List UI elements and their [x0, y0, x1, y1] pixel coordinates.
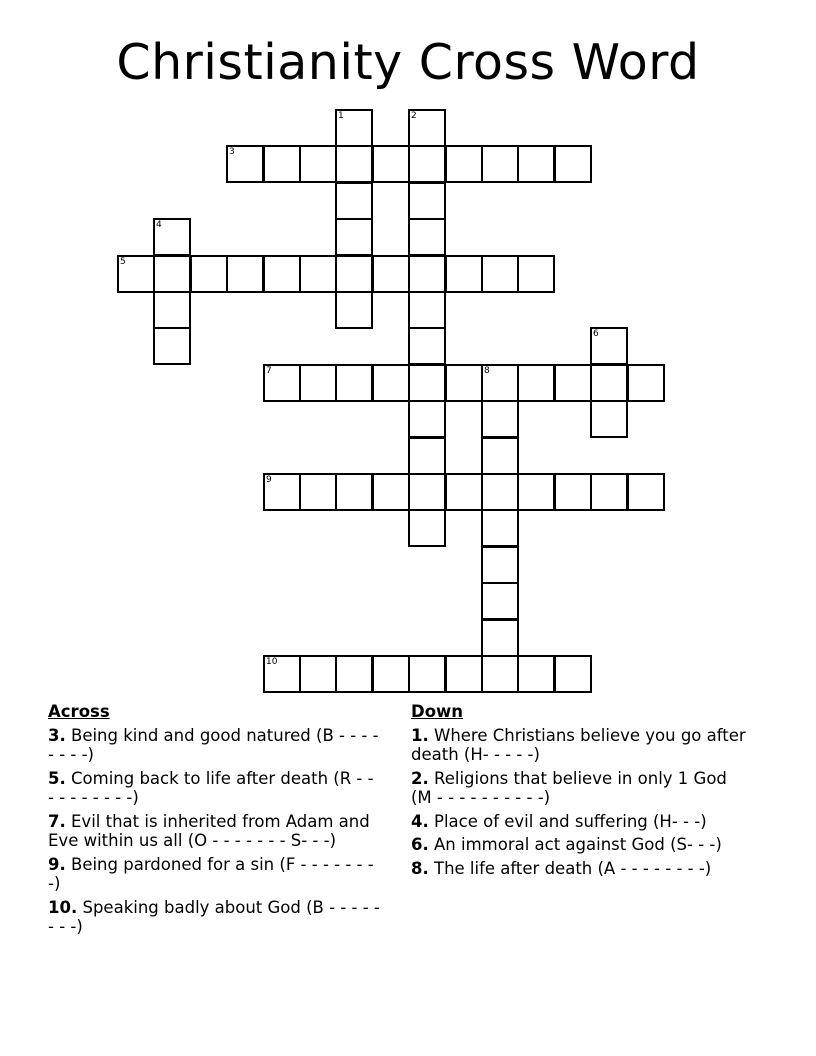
grid-cell[interactable] — [263, 145, 301, 183]
grid-cell[interactable] — [335, 364, 373, 402]
grid-cell[interactable] — [299, 364, 337, 402]
grid-cell[interactable] — [335, 182, 373, 220]
grid-cell[interactable] — [335, 291, 373, 329]
grid-cell[interactable] — [372, 255, 410, 293]
grid-cell[interactable] — [445, 655, 483, 693]
grid-cell[interactable] — [408, 509, 446, 547]
grid-cell[interactable] — [263, 255, 301, 293]
clue-number: 7. — [48, 811, 66, 831]
grid-cell[interactable] — [335, 145, 373, 183]
grid-cell[interactable] — [627, 473, 665, 511]
grid-cell[interactable] — [226, 255, 264, 293]
grid-cell[interactable] — [554, 655, 592, 693]
clue-number: 9. — [48, 854, 66, 874]
clue-text: Place of evil and suffering (H- - -) — [434, 811, 707, 831]
grid-cell[interactable] — [335, 473, 373, 511]
clue-text: Being pardoned for a sin (F - - - - - - - -) — [48, 854, 374, 893]
grid-cell[interactable] — [408, 291, 446, 329]
cell-number: 8 — [484, 366, 490, 376]
clue-number: 3. — [48, 725, 66, 745]
grid-cell[interactable] — [590, 400, 628, 438]
clue-down-6 — [411, 835, 751, 855]
grid-cell[interactable] — [153, 255, 191, 293]
grid-cell[interactable] — [481, 400, 519, 438]
down-clues — [411, 702, 751, 882]
clue-number: 4. — [411, 811, 429, 831]
page-title: Christianity Cross Word — [116, 34, 700, 91]
grid-cell[interactable] — [408, 109, 446, 147]
clue-number: 8. — [411, 858, 429, 878]
grid-cell[interactable] — [481, 655, 519, 693]
grid-cell[interactable] — [481, 546, 519, 584]
grid-cell[interactable] — [299, 145, 337, 183]
clue-across-10 — [48, 898, 384, 937]
clue-text: The life after death (A - - - - - - - -) — [434, 858, 712, 878]
grid-cell[interactable] — [445, 364, 483, 402]
grid-cell[interactable] — [481, 145, 519, 183]
grid-cell[interactable] — [408, 364, 446, 402]
clue-text: Where Christians believe you go after death (H- - - - -) — [411, 725, 746, 764]
cell-number: 10 — [266, 657, 278, 667]
grid-cell[interactable] — [517, 655, 555, 693]
grid-cell[interactable] — [153, 291, 191, 329]
grid-cell[interactable] — [481, 437, 519, 475]
grid-cell[interactable] — [299, 655, 337, 693]
clue-across-3 — [48, 726, 384, 765]
grid-cell[interactable] — [408, 255, 446, 293]
clue-down-4 — [411, 812, 751, 832]
down-heading: Down — [411, 702, 464, 721]
grid-cell[interactable] — [408, 437, 446, 475]
grid-cell[interactable] — [517, 145, 555, 183]
grid-cell[interactable] — [408, 218, 446, 256]
clue-across-9 — [48, 855, 384, 894]
clue-across-7 — [48, 812, 384, 851]
grid-cell[interactable] — [517, 255, 555, 293]
grid-cell[interactable] — [372, 655, 410, 693]
clue-number: 1. — [411, 725, 429, 745]
grid-cell[interactable] — [445, 473, 483, 511]
clue-text: Religions that believe in only 1 God (M - - - - - - - - - -) — [411, 768, 727, 807]
grid-cell[interactable] — [335, 109, 373, 147]
grid-cell[interactable] — [590, 473, 628, 511]
grid-cell[interactable] — [153, 218, 191, 256]
cell-number: 4 — [156, 220, 162, 230]
clue-down-8 — [411, 859, 751, 879]
cell-number: 3 — [229, 147, 235, 157]
grid-cell[interactable] — [590, 364, 628, 402]
grid-cell[interactable] — [481, 255, 519, 293]
clue-text: Speaking badly about God (B - - - - - - - -) — [48, 897, 380, 936]
grid-cell[interactable] — [190, 255, 228, 293]
grid-cell[interactable] — [481, 473, 519, 511]
grid-cell[interactable] — [481, 619, 519, 657]
cell-number: 1 — [338, 111, 344, 121]
clue-across-5 — [48, 769, 384, 808]
grid-cell[interactable] — [481, 364, 519, 402]
grid-cell[interactable] — [445, 145, 483, 183]
grid-cell[interactable] — [263, 655, 301, 693]
cell-number: 6 — [593, 329, 599, 339]
grid-cell[interactable] — [408, 145, 446, 183]
cell-number: 7 — [266, 366, 272, 376]
clue-number: 6. — [411, 835, 429, 854]
grid-cell[interactable] — [554, 145, 592, 183]
grid-cell[interactable] — [481, 509, 519, 547]
grid-cell[interactable] — [627, 364, 665, 402]
grid-cell[interactable] — [372, 364, 410, 402]
grid-cell[interactable] — [263, 364, 301, 402]
grid-cell[interactable] — [408, 182, 446, 220]
grid-cell[interactable] — [335, 655, 373, 693]
grid-cell[interactable] — [408, 327, 446, 365]
grid-cell[interactable] — [517, 364, 555, 402]
grid-cell[interactable] — [335, 218, 373, 256]
cell-number: 9 — [266, 475, 272, 485]
clue-down-2 — [411, 769, 751, 808]
grid-cell[interactable] — [299, 473, 337, 511]
grid-cell[interactable] — [263, 473, 301, 511]
grid-cell[interactable] — [517, 473, 555, 511]
clue-number: 2. — [411, 768, 429, 788]
across-clues — [48, 702, 384, 941]
cell-number: 5 — [120, 257, 126, 267]
grid-cell[interactable] — [226, 145, 264, 183]
grid-cell[interactable] — [408, 400, 446, 438]
grid-cell[interactable] — [554, 364, 592, 402]
across-heading: Across — [48, 702, 110, 721]
grid-cell[interactable] — [153, 327, 191, 365]
grid-cell[interactable] — [335, 255, 373, 293]
clue-text: An immoral act against God (S- - -) — [434, 835, 722, 854]
clue-text: Being kind and good natured (B - - - - - - - -) — [48, 725, 379, 764]
grid-cell[interactable] — [372, 473, 410, 511]
grid-cell[interactable] — [445, 255, 483, 293]
clue-number: 10. — [48, 897, 78, 917]
cell-number: 2 — [411, 111, 417, 121]
grid-cell[interactable] — [299, 255, 337, 293]
grid-cell[interactable] — [117, 255, 155, 293]
grid-cell[interactable] — [408, 473, 446, 511]
clue-down-1 — [411, 726, 751, 765]
clue-text: Evil that is inherited from Adam and Eve within us all (O - - - - - - - S- - -) — [48, 811, 370, 850]
clue-text: Coming back to life after death (R - - - - - - - - - -) — [48, 768, 374, 807]
grid-cell[interactable] — [408, 655, 446, 693]
grid-cell[interactable] — [372, 145, 410, 183]
grid-cell[interactable] — [554, 473, 592, 511]
grid-cell[interactable] — [481, 582, 519, 620]
clue-number: 5. — [48, 768, 66, 788]
grid-cell[interactable] — [590, 327, 628, 365]
